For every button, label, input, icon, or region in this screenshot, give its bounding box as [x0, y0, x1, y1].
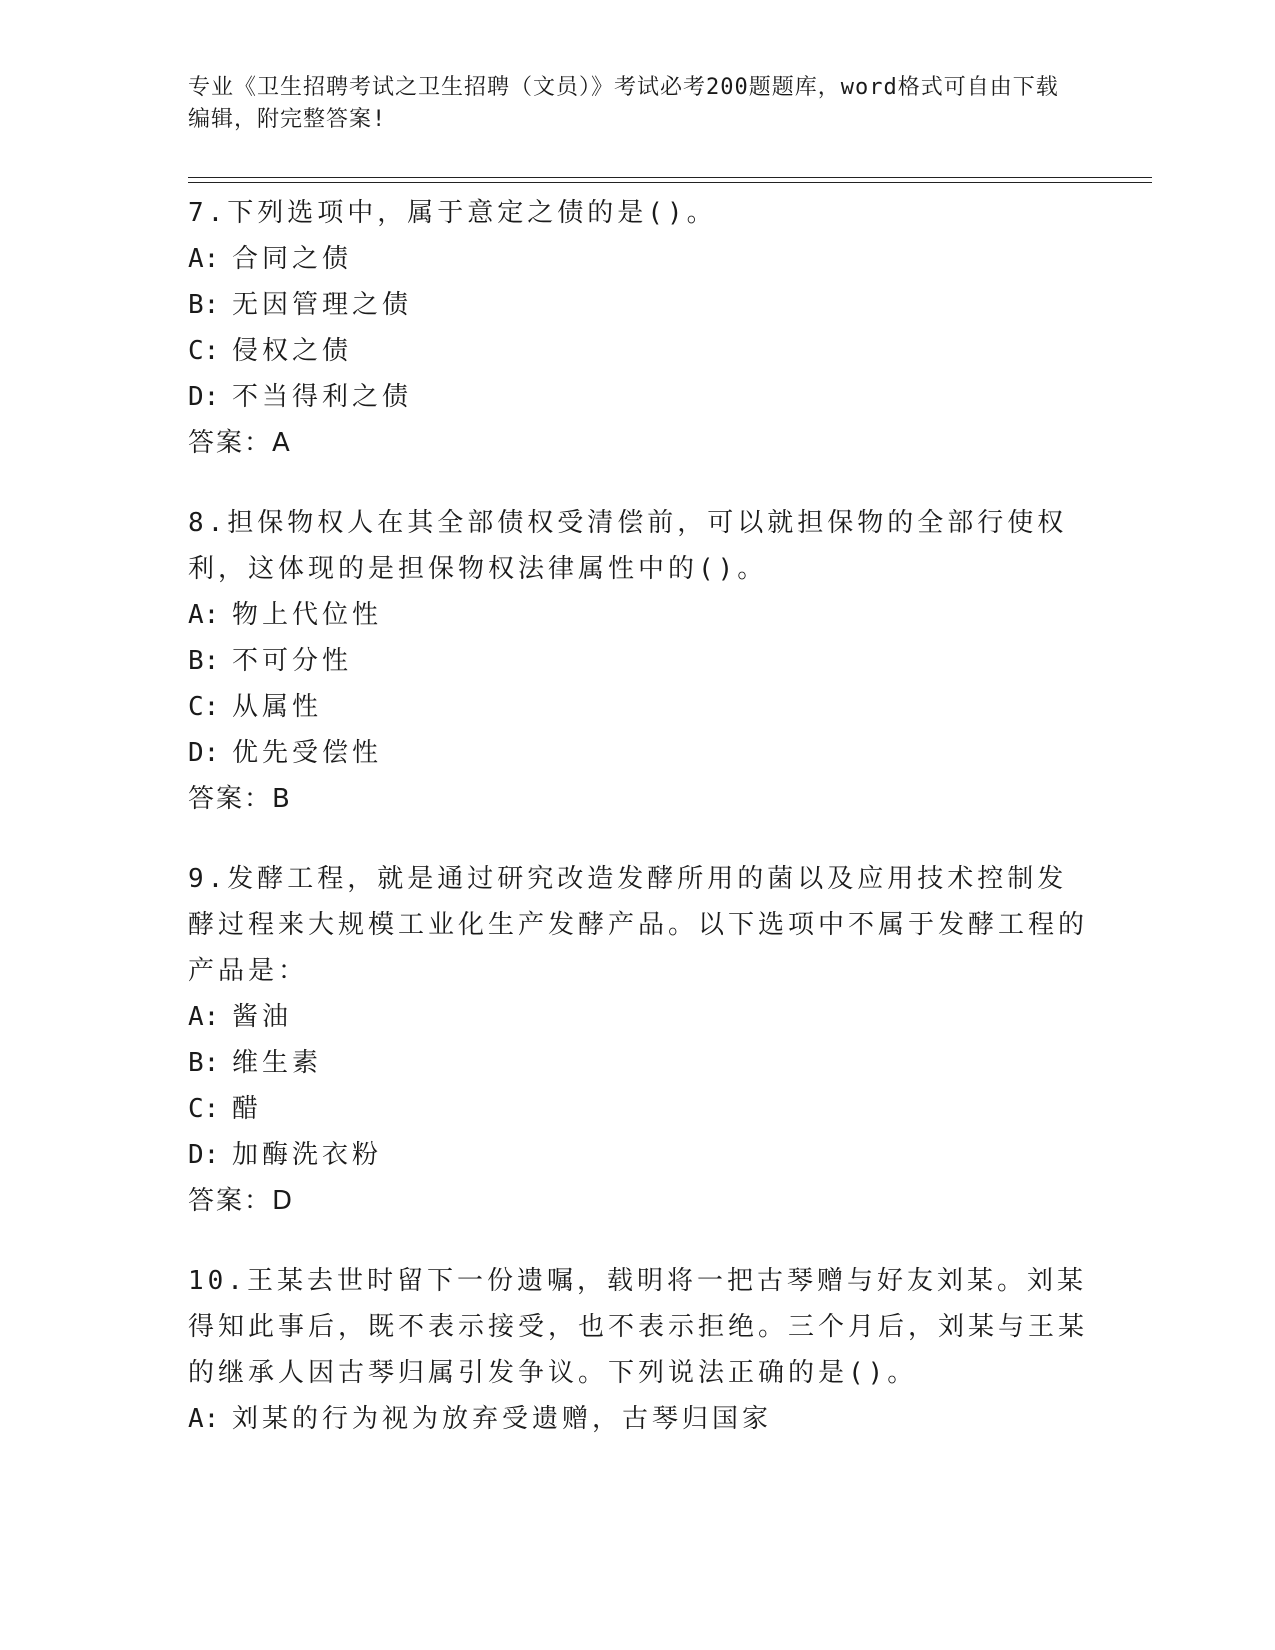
option-label: C: — [188, 1094, 220, 1124]
option-b — [188, 1040, 1088, 1086]
option-label: C: — [188, 692, 220, 722]
option-a — [188, 1396, 1088, 1442]
option-text: 酱油 — [232, 1002, 293, 1032]
question-stem: 8.担保物权人在其全部债权受清偿前，可以就担保物的全部行使权利，这体现的是担保物权法律属性中的()。 — [188, 508, 1068, 584]
question-stem: 9.发酵工程，就是通过研究改造发酵所用的菌以及应用技术控制发酵过程来大规模工业化生产发酵产品。以下选项中不属于发酵工程的产品是： — [188, 864, 1089, 986]
option-d — [188, 374, 1088, 420]
option-text: 无因管理之债 — [232, 290, 413, 320]
answer-line: 答案：A — [188, 428, 292, 458]
option-text: 刘某的行为视为放弃受遗赠，古琴归国家 — [232, 1404, 773, 1434]
option-label: A: — [188, 244, 220, 274]
option-a — [188, 592, 1088, 638]
answer-line: 答案：D — [188, 1186, 295, 1216]
option-label: B: — [188, 646, 220, 676]
option-text: 从属性 — [232, 692, 323, 722]
question-8 — [188, 500, 1088, 822]
option-label: D: — [188, 1140, 220, 1170]
option-d — [188, 1132, 1088, 1178]
option-label: B: — [188, 1048, 220, 1078]
option-text: 加酶洗衣粉 — [232, 1140, 383, 1170]
option-a — [188, 994, 1088, 1040]
header-divider-bottom — [188, 182, 1152, 183]
option-c — [188, 328, 1088, 374]
option-label: D: — [188, 382, 220, 412]
question-9 — [188, 856, 1088, 1224]
header-divider-top — [188, 177, 1152, 178]
question-stem: 7.下列选项中，属于意定之债的是()。 — [188, 198, 717, 228]
option-a — [188, 236, 1088, 282]
option-text: 维生素 — [232, 1048, 323, 1078]
option-c — [188, 684, 1088, 730]
option-b — [188, 638, 1088, 684]
option-label: A: — [188, 1002, 220, 1032]
option-text: 醋 — [232, 1094, 263, 1124]
option-b — [188, 282, 1088, 328]
option-text: 侵权之债 — [232, 336, 353, 366]
option-text: 合同之债 — [232, 244, 353, 274]
option-label: A: — [188, 1404, 220, 1434]
document-header: 专业《卫生招聘考试之卫生招聘（文员）》考试必考200题题库，word格式可自由下载编辑，附完整答案! — [188, 75, 1059, 132]
option-text: 优先受偿性 — [232, 738, 383, 768]
answer-line: 答案：B — [188, 784, 292, 814]
option-d — [188, 730, 1088, 776]
option-c — [188, 1086, 1088, 1132]
option-text: 物上代位性 — [232, 600, 383, 630]
option-label: A: — [188, 600, 220, 630]
option-label: C: — [188, 336, 220, 366]
question-list — [188, 190, 1088, 1442]
option-label: D: — [188, 738, 220, 768]
option-label: B: — [188, 290, 220, 320]
option-text: 不当得利之债 — [232, 382, 413, 412]
question-stem: 10.王某去世时留下一份遗嘱，载明将一把古琴赠与好友刘某。刘某得知此事后，既不表示接受，也不表示拒绝。三个月后，刘某与王某的继承人因古琴归属引发争议。下列说法正确的是()。 — [188, 1266, 1089, 1388]
option-text: 不可分性 — [232, 646, 353, 676]
question-10 — [188, 1258, 1088, 1442]
question-7 — [188, 190, 1088, 466]
